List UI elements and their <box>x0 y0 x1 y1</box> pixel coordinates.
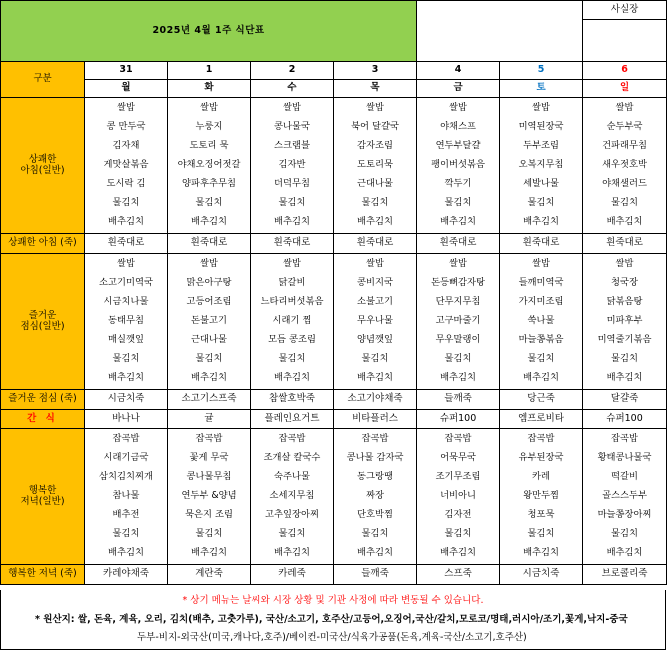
breakfast_porridge-item: 흰죽대로 <box>85 234 168 254</box>
dinner_porridge-item: 계란죽 <box>168 565 251 585</box>
menu-item: 물김치 <box>195 196 223 208</box>
menu-item: 짜장 <box>366 490 384 502</box>
menu-item: 물김치 <box>361 527 389 539</box>
lunch_porridge-item: 달걀죽 <box>583 390 667 410</box>
menu-item: 물김치 <box>112 352 140 364</box>
menu-item: 쌀밥 <box>532 102 551 114</box>
menu-item: 소세지무침 <box>269 490 315 502</box>
menu-item: 순두부국 <box>606 121 643 133</box>
menu-item: 김자채 <box>112 140 140 152</box>
breakfast-porridge-label: 상쾌한 아침 (죽) <box>1 234 85 254</box>
menu-item: 물김치 <box>361 352 389 364</box>
dinner_porridge-item: 카레죽 <box>251 565 334 585</box>
menu-item: 쌀밥 <box>283 102 301 114</box>
menu-item: 콩나물국 <box>274 121 310 133</box>
snack-item: 슈퍼100 <box>417 410 500 429</box>
menu-item: 잡곡밥 <box>611 433 638 445</box>
breakfast-label: 상쾌한 아침(일반) <box>1 98 85 234</box>
snack-item: 바나나 <box>85 410 168 429</box>
menu-item: 쌀밥 <box>366 102 384 114</box>
menu-item: 삼치김치찌개 <box>99 471 153 483</box>
menu-item: 닭갈비 <box>278 277 306 289</box>
menu-item: 떡갈비 <box>611 471 638 483</box>
blank-cell <box>417 1 583 62</box>
menu-item: 참나물 <box>112 490 140 502</box>
menu-item: 누룽지 <box>195 121 223 133</box>
menu-item: 조기무조림 <box>435 471 481 483</box>
menu-item: 물김치 <box>611 196 638 208</box>
menu-item: 모듬 콩조림 <box>268 333 316 345</box>
menu-item: 쌀밥 <box>449 258 468 270</box>
menu-item: 물김치 <box>527 196 555 208</box>
menu-item: 쑥나물 <box>527 315 555 327</box>
lunch_porridge-item: 시금치죽 <box>85 390 168 410</box>
menu-item: 콩비지국 <box>357 277 393 289</box>
menu-item: 미역줄기볶음 <box>597 333 652 345</box>
date-cell: 2 <box>251 62 334 80</box>
menu-item: 맑은아구탕 <box>186 277 232 289</box>
snack-label: 간 식 <box>1 410 85 429</box>
menu-item: 고추잎장아찌 <box>265 508 319 520</box>
menu-item: 꽃게 무국 <box>189 452 229 464</box>
menu-item: 단무지무침 <box>435 296 481 308</box>
menu-item: 배추김치 <box>274 371 310 383</box>
menu-item: 배추김치 <box>108 546 144 558</box>
menu-item: 배추김치 <box>523 546 559 558</box>
menu-item: 돈등뼈감자탕 <box>431 277 485 289</box>
signature-label: 사실장 <box>583 1 666 20</box>
menu-item: 깍두기 <box>444 177 472 189</box>
lunch-menu-cell <box>334 254 417 390</box>
menu-item: 가지미조림 <box>518 296 564 308</box>
menu-item: 골스스두부 <box>602 490 647 502</box>
menu-item: 더덕무침 <box>274 177 310 189</box>
menu-item: 게맛살볶음 <box>103 159 149 171</box>
menu-item: 왕만두찜 <box>523 490 559 502</box>
menu-item: 세발나물 <box>523 177 559 189</box>
dinner-menu-cell <box>500 429 583 565</box>
menu-item: 연두부 &양념 <box>181 490 237 502</box>
snack-item: 귤 <box>168 410 251 429</box>
menu-item: 유부된장국 <box>518 452 564 464</box>
breakfast_porridge-item: 흰죽대로 <box>334 234 417 254</box>
menu-item: 들깨미역국 <box>518 277 564 289</box>
menu-item: 배추김치 <box>440 546 476 558</box>
date-cell: 31 <box>85 62 168 80</box>
lunch-porridge-label: 즐거운 점심 (죽) <box>1 390 85 410</box>
lunch_porridge-item: 들깨죽 <box>417 390 500 410</box>
origin-note-1: * 원산지: 쌀, 돈육, 계육, 오리, 김치(배추, 고춧가루), 국산/소고기, 호주산/고등어,오징어,국산/갈치,모로코/명태,러시아/조기,꽃게,낙지-중국 <box>35 614 628 625</box>
menu-item: 배추김치 <box>606 546 643 558</box>
menu-item: 청국장 <box>611 277 638 289</box>
menu-item: 잡곡밥 <box>278 433 306 445</box>
menu-item: 배추김치 <box>523 215 559 227</box>
lunch-menu-cell <box>251 254 334 390</box>
menu-item: 김자전 <box>444 508 472 520</box>
menu-item: 숙주나물 <box>274 471 310 483</box>
menu-item: 닭볶음탕 <box>606 296 643 308</box>
signature-area <box>583 20 666 61</box>
dinner-menu-cell <box>583 429 667 565</box>
menu-item: 팽이버섯볶음 <box>431 159 485 171</box>
dinner_porridge-item: 시금치죽 <box>500 565 583 585</box>
dinner_porridge-item: 브로콜리죽 <box>583 565 667 585</box>
menu-item: 매실깻잎 <box>108 333 144 345</box>
snack-item: 플레인요거트 <box>251 410 334 429</box>
menu-item: 단호박찜 <box>357 508 393 520</box>
menu-item: 양파후추무침 <box>182 177 236 189</box>
menu-item: 쌀밥 <box>283 258 301 270</box>
date-cell: 5 <box>500 62 583 80</box>
date-cell: 6 <box>583 62 667 80</box>
breakfast-menu-cell <box>417 98 500 234</box>
menu-item: 소불고기 <box>357 296 393 308</box>
menu-item: 배추김치 <box>274 215 310 227</box>
menu-item: 근대나물 <box>357 177 393 189</box>
menu-item: 연두부달걀 <box>435 140 481 152</box>
menu-item: 물김치 <box>611 527 638 539</box>
menu-item: 너비아니 <box>440 490 476 502</box>
menu-item: 조개살 칼국수 <box>263 452 321 464</box>
menu-item: 물김치 <box>444 527 472 539</box>
menu-item: 배추김치 <box>191 371 227 383</box>
menu-item: 돈불고기 <box>191 315 227 327</box>
lunch-menu-cell <box>500 254 583 390</box>
menu-item: 물김치 <box>195 527 223 539</box>
menu-item: 마늘쫑볶음 <box>518 333 564 345</box>
menu-item: 야채스프 <box>440 121 476 133</box>
lunch_porridge-item: 참쌀호박죽 <box>251 390 334 410</box>
menu-item: 물김치 <box>278 352 306 364</box>
menu-item: 미역된장국 <box>518 121 564 133</box>
menu-item: 청포묵 <box>527 508 555 520</box>
menu-item: 미파후부 <box>606 315 643 327</box>
menu-item: 쌀밥 <box>117 102 135 114</box>
origin-note-2: 두부-비지-외국산(미국,캐나다,호주)/베이컨-미국산/식육가공품(돈육,계육-국산/소고기,호주산) <box>137 632 527 643</box>
menu-item: 배추김치 <box>606 371 643 383</box>
menu-item: 고등어조림 <box>186 296 232 308</box>
menu-item: 야채오징어젓갈 <box>177 159 241 171</box>
breakfast_porridge-item: 흰죽대로 <box>500 234 583 254</box>
dinner-menu-cell <box>85 429 168 565</box>
menu-item: 카레 <box>532 471 551 483</box>
breakfast_porridge-item: 흰죽대로 <box>583 234 667 254</box>
menu-item: 무우말랭이 <box>435 333 481 345</box>
lunch_porridge-item: 당근죽 <box>500 390 583 410</box>
menu-item: 배추김치 <box>108 371 144 383</box>
menu-item: 배추김치 <box>357 215 393 227</box>
menu-item: 물김치 <box>112 527 140 539</box>
menu-item: 물김치 <box>361 196 389 208</box>
snack-item: 슈퍼100 <box>583 410 667 429</box>
breakfast-menu-cell <box>583 98 667 234</box>
menu-item: 오복지무침 <box>518 159 564 171</box>
menu-item: 콩나물 감자국 <box>346 452 404 464</box>
day-of-week-cell: 금 <box>417 80 500 98</box>
breakfast_porridge-item: 흰죽대로 <box>168 234 251 254</box>
menu-item: 어묵무국 <box>440 452 476 464</box>
menu-item: 무우나물 <box>357 315 393 327</box>
menu-item: 소고기미역국 <box>99 277 153 289</box>
page-title: 2025년 4월 1주 식단표 <box>1 1 417 62</box>
menu-item: 물김치 <box>444 352 472 364</box>
menu-item: 잡곡밥 <box>361 433 389 445</box>
menu-item: 배추김치 <box>440 371 476 383</box>
dinner-porridge-label: 행복한 저녁 (죽) <box>1 565 85 585</box>
menu-item: 시금치나물 <box>103 296 149 308</box>
dinner-menu-cell <box>251 429 334 565</box>
lunch-menu-cell <box>583 254 667 390</box>
menu-item: 쌀밥 <box>615 102 634 114</box>
menu-item: 잡곡밥 <box>527 433 555 445</box>
menu-item: 물김치 <box>195 352 223 364</box>
breakfast-menu-cell <box>334 98 417 234</box>
menu-item: 스크램블 <box>274 140 310 152</box>
menu-item: 잡곡밥 <box>195 433 223 445</box>
menu-item: 쌀밥 <box>117 258 135 270</box>
menu-item: 마늘쫑장아찌 <box>597 508 652 520</box>
menu-item: 쌀밥 <box>366 258 384 270</box>
date-cell: 4 <box>417 62 500 80</box>
menu-item: 쌀밥 <box>449 102 468 114</box>
menu-item: 쌀밥 <box>200 102 218 114</box>
menu-item: 잡곡밥 <box>112 433 140 445</box>
menu-item: 쌀밥 <box>615 258 634 270</box>
menu-item: 북어 달걀국 <box>351 121 399 133</box>
day-of-week-cell: 토 <box>500 80 583 98</box>
menu-item: 물김치 <box>611 352 638 364</box>
menu-item: 고구마줄기 <box>435 315 481 327</box>
menu-item: 시래기금국 <box>103 452 149 464</box>
menu-item: 도시락 김 <box>106 177 146 189</box>
menu-item: 건파래무침 <box>602 140 647 152</box>
snack-item: 엠프로비타 <box>500 410 583 429</box>
menu-item: 잡곡밥 <box>444 433 472 445</box>
menu-item: 배추김치 <box>191 546 227 558</box>
lunch-menu-cell <box>417 254 500 390</box>
breakfast-menu-cell <box>251 98 334 234</box>
header-label: 구분 <box>1 62 85 98</box>
breakfast-menu-cell <box>85 98 168 234</box>
menu-item: 콩나물무침 <box>186 471 232 483</box>
lunch-menu-cell <box>85 254 168 390</box>
day-of-week-cell: 수 <box>251 80 334 98</box>
date-cell: 1 <box>168 62 251 80</box>
breakfast-menu-cell <box>500 98 583 234</box>
menu-item: 물김치 <box>278 196 306 208</box>
dinner-menu-cell <box>417 429 500 565</box>
dinner_porridge-item: 들깨죽 <box>334 565 417 585</box>
day-of-week-cell: 화 <box>168 80 251 98</box>
date-cell: 3 <box>334 62 417 80</box>
lunch-menu-cell <box>168 254 251 390</box>
lunch_porridge-item: 소고기야채죽 <box>334 390 417 410</box>
menu-item: 도토리 묵 <box>189 140 229 152</box>
menu-item: 배추김치 <box>357 371 393 383</box>
menu-item: 물김치 <box>527 527 555 539</box>
menu-item: 물김치 <box>527 352 555 364</box>
lunch-label: 즐거운 점심(일반) <box>1 254 85 390</box>
lunch_porridge-item: 소고기스프죽 <box>168 390 251 410</box>
signature-box <box>583 1 667 62</box>
menu-item: 시래기 찜 <box>272 315 312 327</box>
menu-item: 배추김치 <box>606 215 643 227</box>
menu-item: 배추김치 <box>108 215 144 227</box>
menu-item: 도토리묵 <box>357 159 393 171</box>
menu-item: 새우젓호박 <box>602 159 647 171</box>
menu-item: 콩 만두국 <box>106 121 146 133</box>
menu-item: 야채샐러드 <box>602 177 647 189</box>
menu-item: 황태콩나물국 <box>597 452 652 464</box>
menu-item: 동태무침 <box>108 315 144 327</box>
menu-item: 쌀밥 <box>200 258 218 270</box>
day-of-week-cell: 월 <box>85 80 168 98</box>
menu-item: 두부조림 <box>523 140 559 152</box>
snack-item: 비타플러스 <box>334 410 417 429</box>
day-of-week-cell: 목 <box>334 80 417 98</box>
dinner_porridge-item: 스프죽 <box>417 565 500 585</box>
warning-note: * 상기 메뉴는 날씨와 시장 상황 및 기관 사정에 따라 변동될 수 있습니다. <box>182 595 484 606</box>
menu-item: 물김치 <box>112 196 140 208</box>
menu-item: 물김치 <box>278 527 306 539</box>
dinner-label: 행복한 저녁(일반) <box>1 429 85 565</box>
notes-box <box>0 590 666 650</box>
dinner-menu-cell <box>168 429 251 565</box>
menu-item: 근대나물 <box>191 333 227 345</box>
menu-item: 물김치 <box>444 196 472 208</box>
breakfast_porridge-item: 흰죽대로 <box>251 234 334 254</box>
menu-item: 배추김치 <box>191 215 227 227</box>
breakfast_porridge-item: 흰죽대로 <box>417 234 500 254</box>
menu-item: 배추전 <box>112 508 140 520</box>
menu-item: 배추김치 <box>274 546 310 558</box>
menu-item: 배추김치 <box>357 546 393 558</box>
menu-item: 김자반 <box>278 159 306 171</box>
menu-item: 감자조림 <box>357 140 393 152</box>
menu-item: 쌀밥 <box>532 258 551 270</box>
menu-item: 묵은지 조림 <box>185 508 233 520</box>
menu-item: 동그랑땡 <box>357 471 393 483</box>
day-of-week-cell: 일 <box>583 80 667 98</box>
breakfast-menu-cell <box>168 98 251 234</box>
menu-item: 양념깻잎 <box>357 333 393 345</box>
dinner-menu-cell <box>334 429 417 565</box>
menu-item: 배추김치 <box>440 215 476 227</box>
menu-item: 배추김치 <box>523 371 559 383</box>
dinner_porridge-item: 카레야채죽 <box>85 565 168 585</box>
menu-item: 느타리버섯볶음 <box>260 296 324 308</box>
